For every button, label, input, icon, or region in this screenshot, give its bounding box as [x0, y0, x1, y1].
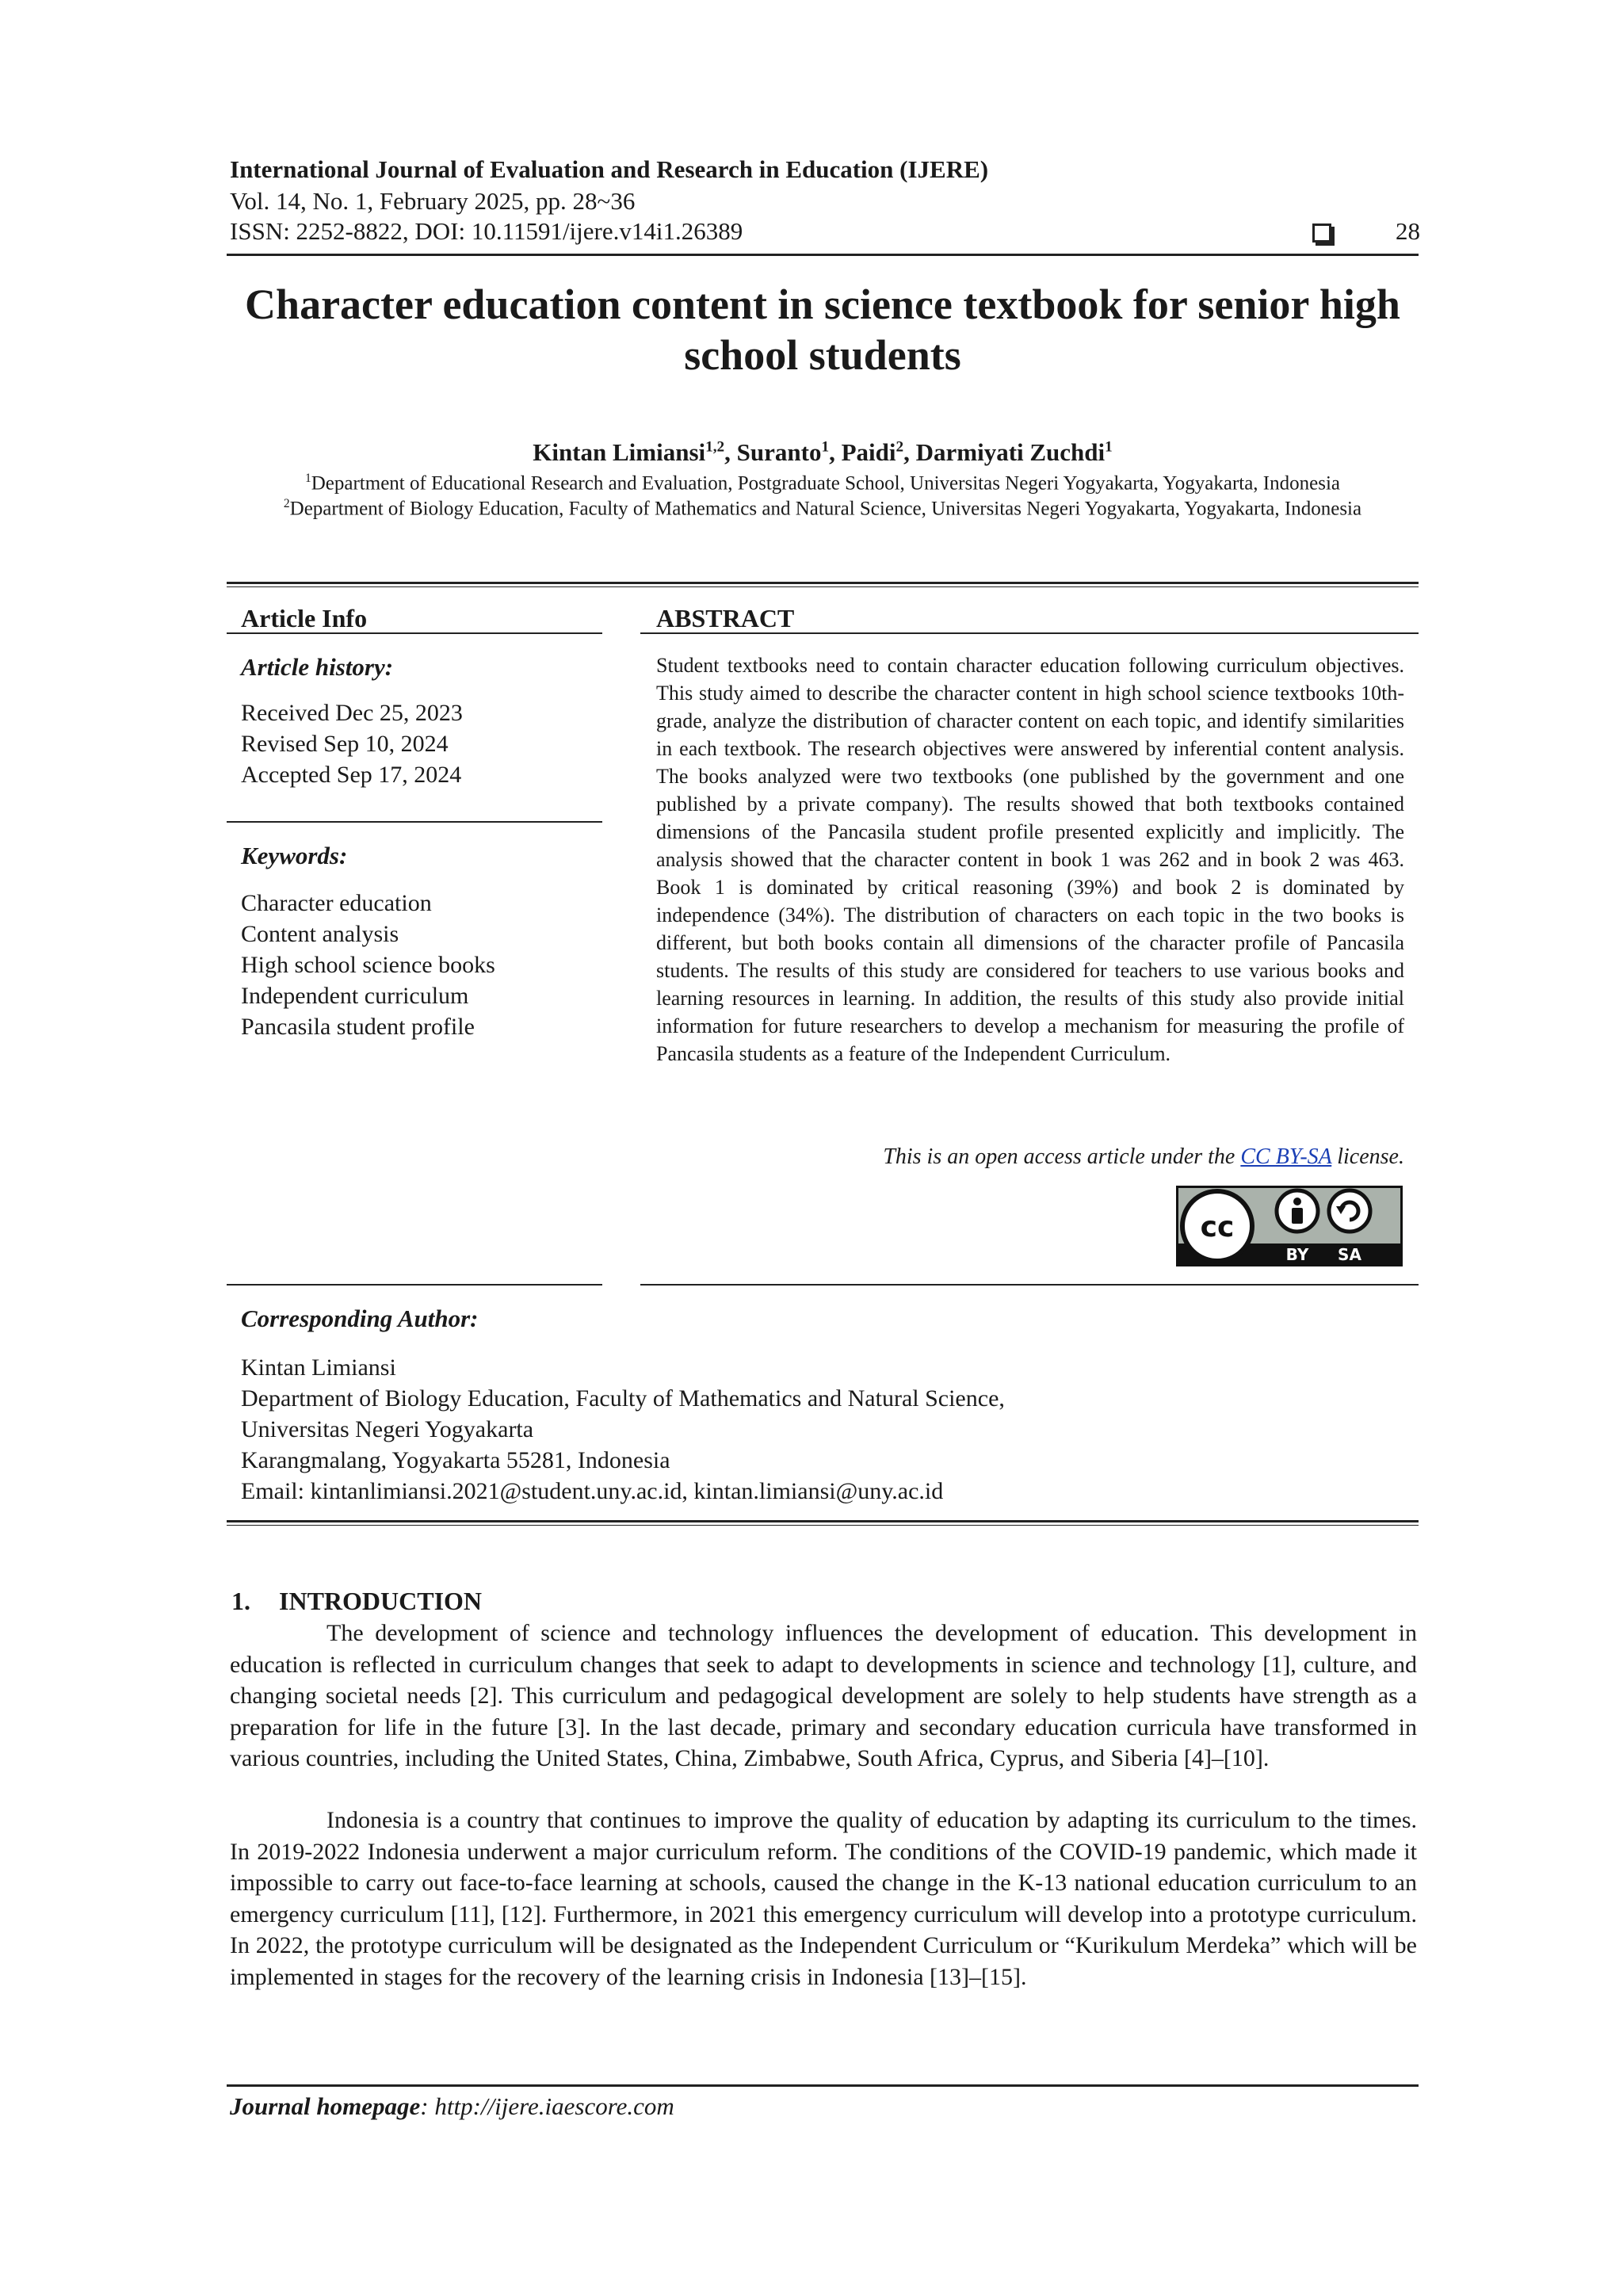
- abstract-text: Student textbooks need to contain character education following curriculum objectives. This study aimed to describe the character content in high school science textbooks 10th-grade, analyze the distribution of character content on each topic, and identify similarities in each textbook. The research objectives were answered by inferential content analysis. The books analyzed were two textbooks (one published by the government and one published by a private company). The results showed that both textbooks contained dimensions of the Pancasila student profile presented explicitly and implicitly. The analysis showed that the character content in book 1 was 262 and in book 2 was 463. Book 1 is dominated by critical reasoning (39%) and book 2 is dominated by independence (34%). The distribution of characters on each topic in the two books is different, but both books contain all dimensions of the character profile of Pancasila students. The results of this study are considered for teachers to use various books and learning resources in learning. In addition, the results of this study also provide initial information for future researchers to develop a mechanism for measuring the profile of Pancasila students as a feature of the Independent Curriculum.: [656, 654, 1404, 1065]
- keyword: High school science books: [241, 952, 495, 978]
- keywords-rule: [227, 821, 602, 823]
- affiliation: $^1$Department of Educational Research and Evaluation, Postgraduate School, Universitas Negeri Yogyakarta, Yogyakarta, Indonesia: [304, 472, 1341, 495]
- corresponding-line: Kintan Limiansi: [241, 1354, 396, 1381]
- info-bottom-rule-thin: [227, 1525, 1419, 1526]
- cc-badge-graphic: [1176, 1186, 1403, 1266]
- author: Darmiyati Zuchdi$^1$: [915, 438, 1113, 466]
- cc-by-sa-badge: [1176, 1186, 1403, 1266]
- author: Paidi$^2$,: [841, 438, 916, 466]
- info-top-rule: [227, 582, 1419, 584]
- info-top-rule-thin: [227, 586, 1419, 587]
- history-list: [241, 697, 463, 790]
- open-access-note: This is an open access article under the CC BY-SA license.: [883, 1144, 1404, 1169]
- header-rule: [227, 254, 1419, 256]
- badge-sa-text: SA: [1338, 1245, 1361, 1264]
- intro-heading: 1. INTRODUCTION: [231, 1587, 483, 1615]
- title-line-1: Character education content in science textbook for senior high: [245, 281, 1400, 328]
- corresponding-label: Corresponding Author:: [241, 1305, 479, 1332]
- corresponding-line: Department of Biology Education, Faculty of Mathematics and Natural Science,: [241, 1385, 1005, 1412]
- page-box-icon: [1312, 223, 1331, 243]
- author-list: [227, 438, 1419, 467]
- corresponding-line: Email: kintanlimiansi.2021@student.uny.ac.id, kintan.limiansi@uny.ac.id: [241, 1478, 944, 1504]
- info-bottom-rule: [227, 1520, 1419, 1522]
- corresponding-line: Universitas Negeri Yogyakarta: [241, 1416, 534, 1442]
- keyword: Content analysis: [241, 921, 399, 947]
- corresponding-details: [241, 1352, 1005, 1507]
- history-item: Received Dec 25, 2023: [241, 700, 463, 726]
- article-info-heading: Article Info: [241, 604, 368, 632]
- license-link[interactable]: CC BY-SA: [1240, 1144, 1332, 1169]
- keyword: Pancasila student profile: [241, 1014, 475, 1040]
- history-item: Accepted Sep 17, 2024: [241, 762, 462, 788]
- title-line-2: school students: [684, 331, 961, 379]
- corresponding-line: Karangmalang, Yogyakarta 55281, Indonesia: [241, 1447, 670, 1473]
- author: Suranto$^1$,: [736, 438, 842, 466]
- keywords-label: Keywords:: [241, 842, 348, 869]
- page-number: 28: [1396, 217, 1420, 245]
- history-item: Revised Sep 10, 2024: [241, 731, 449, 757]
- footer-rule: [227, 2084, 1419, 2087]
- right-bottom-rule: [640, 1284, 1419, 1286]
- journal-issn: ISSN: 2252-8822, DOI: 10.11591/ijere.v14i1.26389: [230, 217, 743, 245]
- keyword: Independent curriculum: [241, 983, 469, 1009]
- keywords-list: [241, 888, 495, 1042]
- intro-paragraph: Indonesia is a country that continues to improve the quality of education by adapting its curriculum to the times. In 2019-2022 Indonesia underwent a major curriculum reform. The conditions of the COVID-19 pandemic, which made it impossible to carry out face-to-face learning at schools, caused the change in the K-13 national education curriculum to an emergency curriculum [11], [12]. Furthermore, in 2021 this emergency curriculum will develop into a prototype curriculum. In 2022, the prototype curriculum will be designated as the Independent Curriculum or “Kurikulum Merdeka” which will be implemented in stages for the recovery of the learning crisis in Indonesia [13]–[15].: [230, 1807, 1417, 1990]
- journal-homepage: Journal homepage: http://ijere.iaescore.com: [230, 2092, 674, 2120]
- affiliation: $^2$Department of Biology Education, Faculty of Mathematics and Natural Science, Universitas Negeri Yogyakarta, Yogyakarta, Indonesia: [283, 497, 1362, 520]
- keyword: Character education: [241, 890, 432, 916]
- history-label: Article history:: [241, 653, 394, 681]
- badge-by-text: BY: [1285, 1245, 1309, 1264]
- paper-title: [227, 279, 1419, 380]
- sa-share-icon: [1329, 1190, 1370, 1232]
- intro-paragraph: The development of science and technology influences the development of education. This development in education is reflected in curriculum changes that seek to adapt to developments in science and technology [1], culture, and changing societal needs [2]. This curriculum and pedagogical development are solely to help students have strength as a preparation for life in the future [3]. In the last decade, primary and secondary education curricula have transformed in various countries, including the United States, China, Zimbabwe, South Africa, Cyprus, and Siberia [4]–[10].: [230, 1620, 1417, 1771]
- journal-name: International Journal of Evaluation and Research in Education (IJERE): [230, 155, 989, 183]
- abstract-heading: ABSTRACT: [656, 604, 795, 632]
- left-bottom-rule: [227, 1284, 602, 1286]
- journal-volume: Vol. 14, No. 1, February 2025, pp. 28~36: [230, 187, 636, 215]
- author: Kintan Limiansi$^{1,2}$,: [533, 438, 737, 466]
- svg-text:cc: cc: [1200, 1211, 1235, 1244]
